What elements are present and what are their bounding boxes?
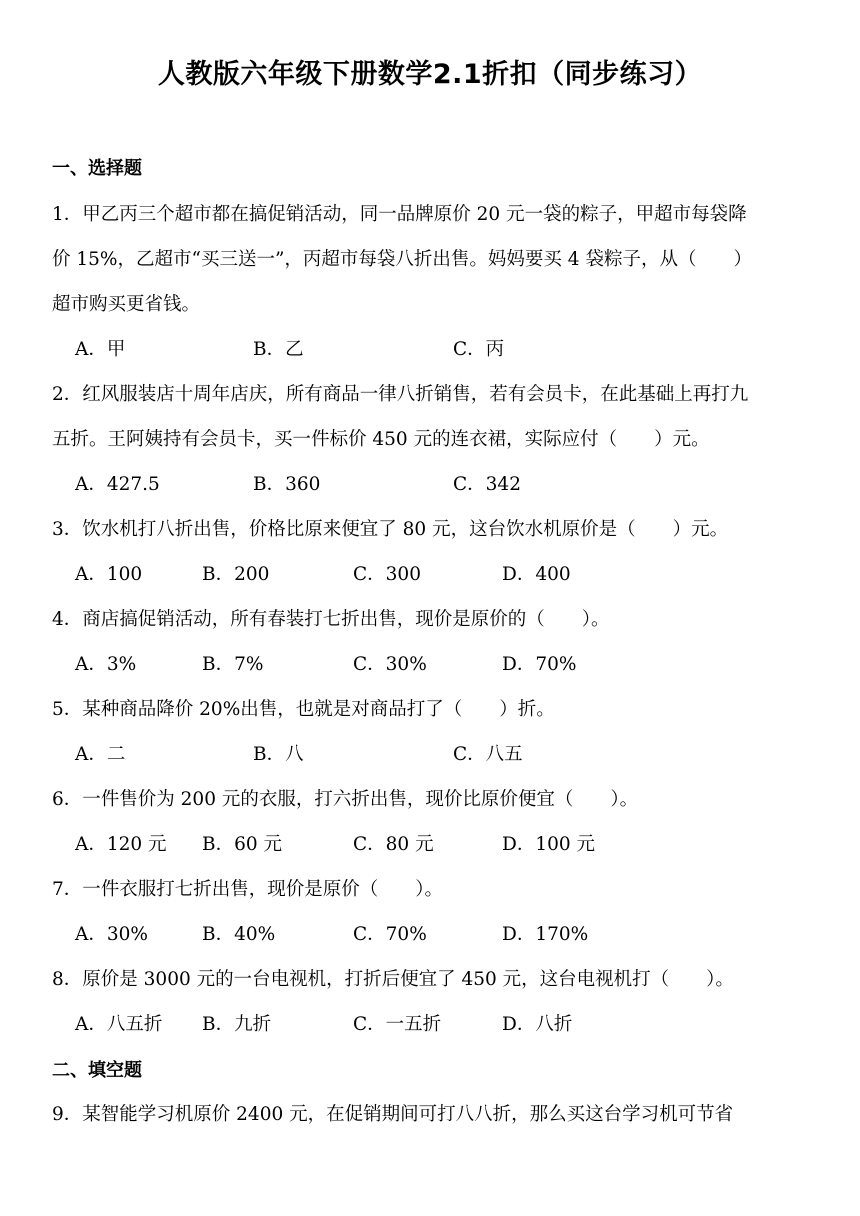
question-8-option-b: B．九折 xyxy=(202,1014,272,1035)
question-3-line-1: 3．饮水机打八折出售，价格比原来便宜了 80 元，这台饮水机原价是（ ）元。 xyxy=(52,519,729,540)
question-6-option-b: B．60 元 xyxy=(202,834,283,855)
question-2-option-a: A．427.5 xyxy=(75,474,160,495)
section-heading-fill: 二、填空题 xyxy=(52,1060,142,1081)
question-7-option-d: D．170% xyxy=(502,924,589,945)
question-2-line-1: 2．红风服装店十周年店庆，所有商品一律八折销售，若有会员卡，在此基础上再打九 xyxy=(52,384,749,405)
question-2-option-b: B．360 xyxy=(253,474,321,495)
question-7-option-b: B．40% xyxy=(202,924,276,945)
question-1-option-a: A．甲 xyxy=(75,339,126,360)
question-4-option-a: A．3% xyxy=(75,654,137,675)
question-8-line-1: 8．原价是 3000 元的一台电视机，打折后便宜了 450 元，这台电视机打（ ）。 xyxy=(52,969,734,990)
question-7-option-a: A．30% xyxy=(75,924,148,945)
question-1-line-3: 超市购买更省钱。 xyxy=(52,294,201,315)
question-3-option-c: C．300 xyxy=(353,564,421,585)
question-5-option-c: C．八五 xyxy=(453,744,523,765)
question-5-option-b: B．八 xyxy=(253,744,304,765)
question-5-line-1: 5．某种商品降价 20%出售，也就是对商品打了（ ）折。 xyxy=(52,699,555,720)
question-3-option-b: B．200 xyxy=(202,564,270,585)
question-6-line-1: 6．一件售价为 200 元的衣服，打六折出售，现价比原价便宜（ ）。 xyxy=(52,789,639,810)
question-8-option-c: C．一五折 xyxy=(353,1014,442,1035)
question-4-line-1: 4．商店搞促销活动，所有春装打七折出售，现价是原价的（ ）。 xyxy=(52,609,610,630)
question-6-option-c: C．80 元 xyxy=(353,834,434,855)
page-title: 人教版六年级下册数学2.1折扣（同步练习） xyxy=(157,59,703,90)
question-7-option-c: C．70% xyxy=(353,924,427,945)
question-4-option-b: B．7% xyxy=(202,654,264,675)
question-8-option-a: A．八五折 xyxy=(75,1014,163,1035)
question-6-option-a: A．120 元 xyxy=(75,834,167,855)
question-2-line-2: 五折。王阿姨持有会员卡，买一件标价 450 元的连衣裙，实际应付（ ）元。 xyxy=(52,429,710,450)
question-1-option-c: C．丙 xyxy=(453,339,505,360)
question-8-option-d: D．八折 xyxy=(502,1014,573,1035)
section-heading-choice: 一、选择题 xyxy=(52,158,142,179)
question-9-line-1: 9．某智能学习机原价 2400 元，在促销期间可打八八折，那么买这台学习机可节省 xyxy=(52,1104,734,1125)
question-4-option-c: C．30% xyxy=(353,654,427,675)
question-3-option-a: A．100 xyxy=(75,564,143,585)
question-7-line-1: 7．一件衣服打七折出售，现价是原价（ ）。 xyxy=(52,879,444,900)
question-2-option-c: C．342 xyxy=(453,474,521,495)
question-1-line-2: 价 15%，乙超市“买三送一”，丙超市每袋八折出售。妈妈要买 4 袋粽子，从（ ） xyxy=(52,249,752,270)
question-1-line-1: 1．甲乙丙三个超市都在搞促销活动，同一品牌原价 20 元一袋的粽子，甲超市每袋降 xyxy=(52,204,747,225)
question-4-option-d: D．70% xyxy=(502,654,577,675)
question-5-option-a: A．二 xyxy=(75,744,126,765)
question-3-option-d: D．400 xyxy=(502,564,571,585)
question-6-option-d: D．100 元 xyxy=(502,834,596,855)
question-1-option-b: B．乙 xyxy=(253,339,304,360)
